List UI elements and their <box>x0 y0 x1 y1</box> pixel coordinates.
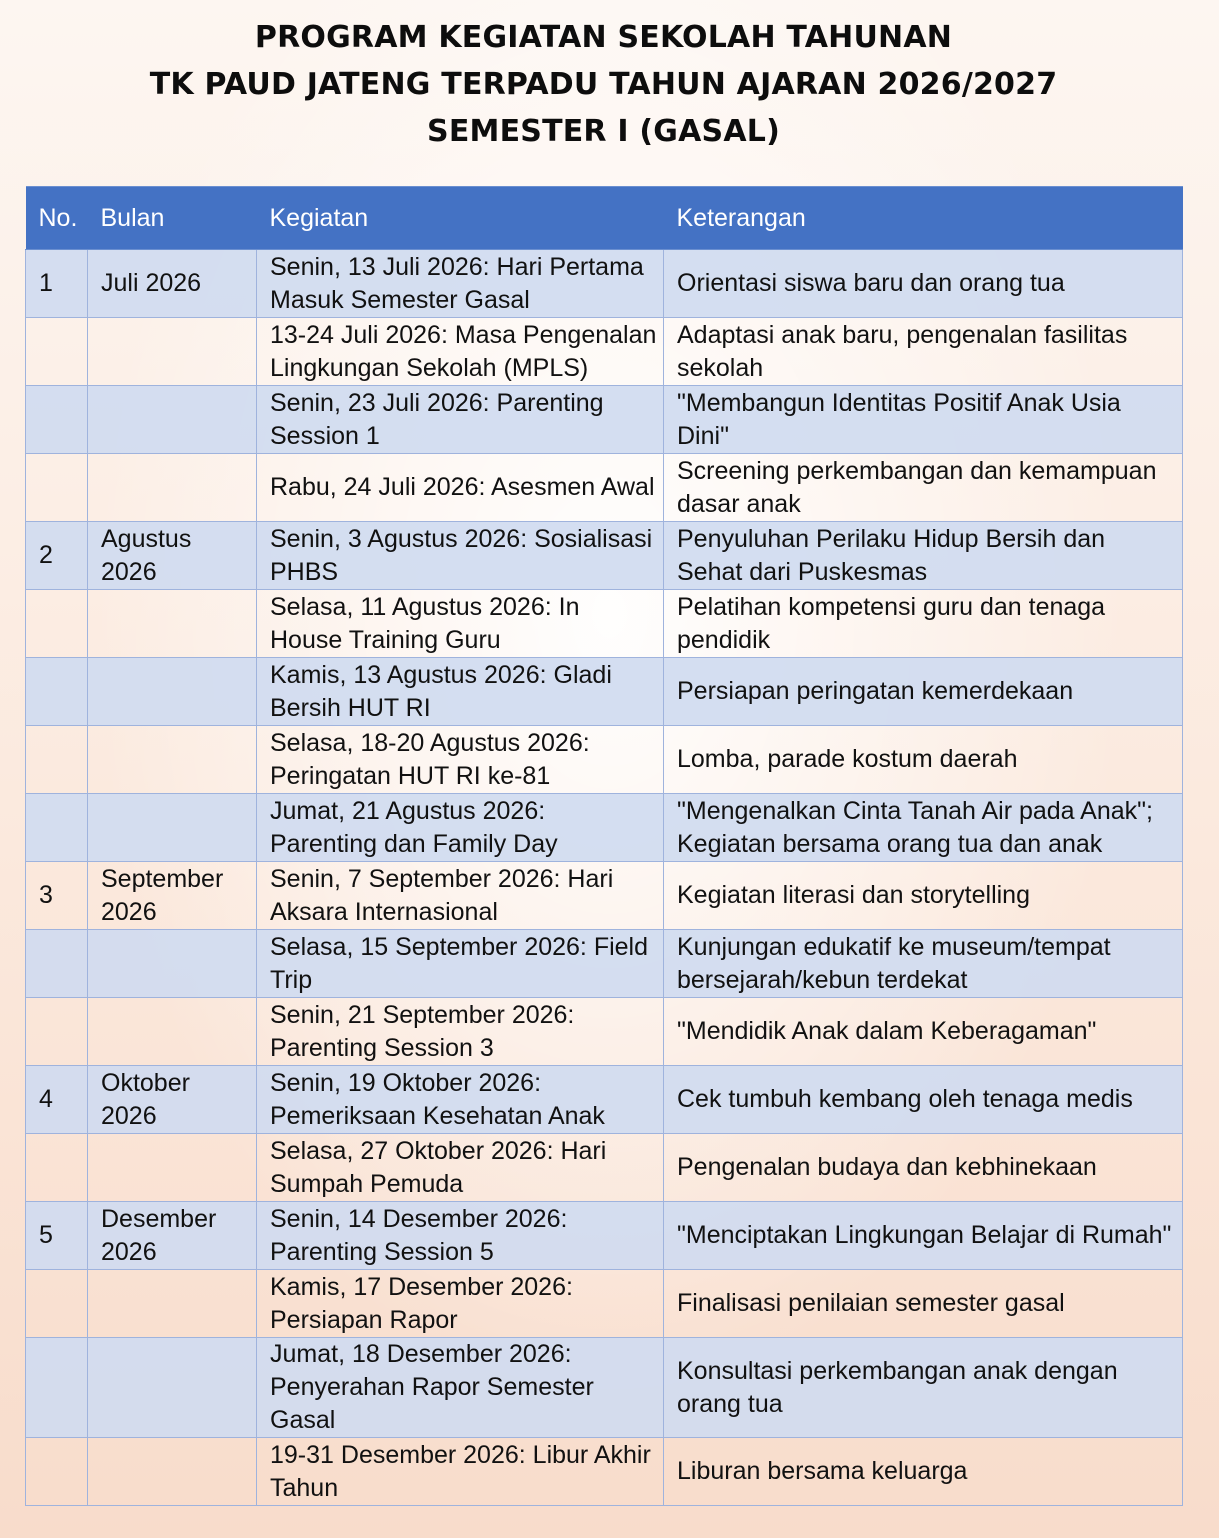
table-row <box>26 1066 1183 1134</box>
cell-bulan <box>88 1438 257 1506</box>
cell-keterangan: Penyuluhan Perilaku Hidup Bersih dan Sehat dari Puskesmas <box>664 522 1183 590</box>
cell-keterangan: Persiapan peringatan kemerdekaan <box>664 658 1183 726</box>
cell-bulan: Agustus 2026 <box>88 522 257 590</box>
cell-kegiatan: Senin, 3 Agustus 2026: Sosialisasi PHBS <box>257 522 664 590</box>
cell-kegiatan: Jumat, 21 Agustus 2026: Parenting dan Family Day <box>257 794 664 862</box>
cell-keterangan: "Mendidik Anak dalam Keberagaman" <box>664 998 1183 1066</box>
header-bulan: Bulan <box>88 187 257 250</box>
cell-no <box>26 1270 88 1338</box>
cell-bulan <box>88 590 257 658</box>
cell-no <box>26 590 88 658</box>
cell-kegiatan: Senin, 14 Desember 2026: Parenting Session 5 <box>257 1202 664 1270</box>
cell-kegiatan: 19-31 Desember 2026: Libur Akhir Tahun <box>257 1438 664 1506</box>
table-row <box>26 250 1183 318</box>
cell-no <box>26 454 88 522</box>
table-row <box>26 998 1183 1066</box>
table-row <box>26 590 1183 658</box>
cell-bulan <box>88 930 257 998</box>
cell-kegiatan: Kamis, 13 Agustus 2026: Gladi Bersih HUT RI <box>257 658 664 726</box>
cell-keterangan: Kunjungan edukatif ke museum/tempat bersejarah/kebun terdekat <box>664 930 1183 998</box>
cell-no <box>26 930 88 998</box>
cell-bulan: Juli 2026 <box>88 250 257 318</box>
cell-no <box>26 1134 88 1202</box>
cell-kegiatan: Senin, 23 Juli 2026: Parenting Session 1 <box>257 386 664 454</box>
cell-bulan <box>88 726 257 794</box>
title-line-2: TK PAUD JATENG TERPADU TAHUN AJARAN 2026/2027 <box>149 67 1058 102</box>
cell-keterangan: Pengenalan budaya dan kebhinekaan <box>664 1134 1183 1202</box>
cell-bulan <box>88 794 257 862</box>
table-row <box>26 1202 1183 1270</box>
cell-no <box>26 998 88 1066</box>
cell-keterangan: Orientasi siswa baru dan orang tua <box>664 250 1183 318</box>
cell-kegiatan: Kamis, 17 Desember 2026: Persiapan Rapor <box>257 1270 664 1338</box>
table-row <box>26 726 1183 794</box>
table-row <box>26 794 1183 862</box>
table-row <box>26 862 1183 930</box>
cell-kegiatan: Selasa, 27 Oktober 2026: Hari Sumpah Pemuda <box>257 1134 664 1202</box>
cell-kegiatan: Senin, 21 September 2026: Parenting Session 3 <box>257 998 664 1066</box>
table-row <box>26 1338 1183 1438</box>
cell-kegiatan: Jumat, 18 Desember 2026: Penyerahan Rapor Semester Gasal <box>257 1338 664 1438</box>
table-row <box>26 658 1183 726</box>
cell-keterangan: "Menciptakan Lingkungan Belajar di Rumah" <box>664 1202 1183 1270</box>
cell-kegiatan: Selasa, 18-20 Agustus 2026: Peringatan HUT RI ke-81 <box>257 726 664 794</box>
cell-bulan <box>88 386 257 454</box>
cell-no <box>26 726 88 794</box>
cell-kegiatan: Senin, 7 September 2026: Hari Aksara Internasional <box>257 862 664 930</box>
table-row <box>26 318 1183 386</box>
cell-no <box>26 658 88 726</box>
cell-no: 2 <box>26 522 88 590</box>
header-keterangan: Keterangan <box>664 187 1183 250</box>
cell-keterangan: Screening perkembangan dan kemampuan dasar anak <box>664 454 1183 522</box>
cell-no <box>26 1438 88 1506</box>
table-body <box>26 250 1183 1506</box>
cell-no <box>26 386 88 454</box>
cell-no: 1 <box>26 250 88 318</box>
cell-no <box>26 1338 88 1438</box>
header-no: No. <box>26 187 88 250</box>
cell-kegiatan: Selasa, 15 September 2026: Field Trip <box>257 930 664 998</box>
page-title <box>0 14 1207 155</box>
title-line-3: SEMESTER I (GASAL) <box>427 114 780 149</box>
cell-bulan <box>88 318 257 386</box>
cell-bulan: Oktober 2026 <box>88 1066 257 1134</box>
title-line-1: PROGRAM KEGIATAN SEKOLAH TAHUNAN <box>254 20 953 55</box>
cell-keterangan: "Membangun Identitas Positif Anak Usia Dini" <box>664 386 1183 454</box>
cell-keterangan: "Mengenalkan Cinta Tanah Air pada Anak"; Kegiatan bersama orang tua dan anak <box>664 794 1183 862</box>
cell-keterangan: Pelatihan kompetensi guru dan tenaga pendidik <box>664 590 1183 658</box>
table-row <box>26 522 1183 590</box>
cell-kegiatan: Selasa, 11 Agustus 2026: In House Training Guru <box>257 590 664 658</box>
table-row <box>26 454 1183 522</box>
cell-bulan <box>88 658 257 726</box>
cell-keterangan: Kegiatan literasi dan storytelling <box>664 862 1183 930</box>
cell-no: 4 <box>26 1066 88 1134</box>
table-row <box>26 1438 1183 1506</box>
cell-kegiatan: Senin, 13 Juli 2026: Hari Pertama Masuk Semester Gasal <box>257 250 664 318</box>
cell-keterangan: Konsultasi perkembangan anak dengan orang tua <box>664 1338 1183 1438</box>
header-kegiatan: Kegiatan <box>257 187 664 250</box>
cell-no: 3 <box>26 862 88 930</box>
cell-bulan: September 2026 <box>88 862 257 930</box>
cell-no: 5 <box>26 1202 88 1270</box>
cell-kegiatan: 13-24 Juli 2026: Masa Pengenalan Lingkungan Sekolah (MPLS) <box>257 318 664 386</box>
table-row <box>26 1134 1183 1202</box>
cell-bulan <box>88 454 257 522</box>
table-row <box>26 386 1183 454</box>
cell-keterangan: Lomba, parade kostum daerah <box>664 726 1183 794</box>
cell-bulan <box>88 1270 257 1338</box>
cell-kegiatan: Senin, 19 Oktober 2026: Pemeriksaan Kesehatan Anak <box>257 1066 664 1134</box>
table-row <box>26 930 1183 998</box>
cell-keterangan: Liburan bersama keluarga <box>664 1438 1183 1506</box>
cell-bulan <box>88 1338 257 1438</box>
cell-bulan <box>88 1134 257 1202</box>
cell-bulan: Desember 2026 <box>88 1202 257 1270</box>
cell-no <box>26 318 88 386</box>
cell-keterangan: Adaptasi anak baru, pengenalan fasilitas sekolah <box>664 318 1183 386</box>
table-header-row <box>26 187 1183 250</box>
table-row <box>26 1270 1183 1338</box>
schedule-table <box>25 186 1183 1506</box>
cell-keterangan: Cek tumbuh kembang oleh tenaga medis <box>664 1066 1183 1134</box>
cell-kegiatan: Rabu, 24 Juli 2026: Asesmen Awal <box>257 454 664 522</box>
cell-keterangan: Finalisasi penilaian semester gasal <box>664 1270 1183 1338</box>
cell-bulan <box>88 998 257 1066</box>
cell-no <box>26 794 88 862</box>
